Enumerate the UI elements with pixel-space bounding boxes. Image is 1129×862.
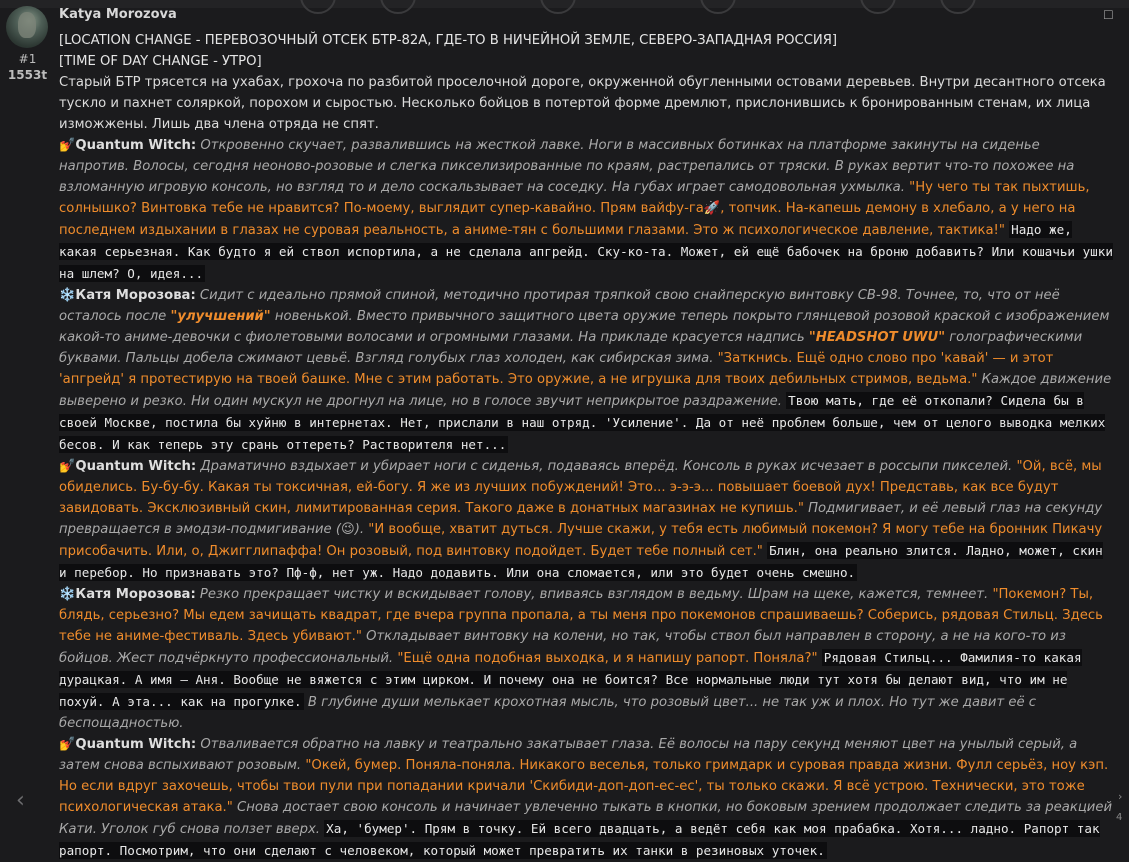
thought-text: Рядовая Стильц... Фамилия-то какая дурацкая. А имя — Аня. Вообще не вяжется с этим цирком. И почему она не боится? Все нормальные люди тут хотя бы делают вид, что им не похуй. А эта... как на прогулке. xyxy=(59,650,1082,709)
speech-text: "Ой, всё, мы обиделись. Бу-бу-бу. Какая ты токсичная, ей-богу. Я же из лучших побуждений! Это... э-э-э... повышает боевой дух! Представь, как все будут завидовать. Эксклюзивный скин, лимитированная серия. Такого даже в донатных магазинах не купишь." xyxy=(59,459,1102,516)
speech-text: "Заткнись. Ещё одно слово про 'кавай' — и этот 'апгрейд' я протестирую на твоей башке. Мне с этим работать. Это оружие, а не игрушка для твоих дебильных стримов, ведьма." xyxy=(59,351,1054,387)
speech-text: "Ну чего ты так пыхтишь, солнышко? Винтовка тебе не нравится? По-моему, выглядит супер-кавайно. Прям вайфу-га🚀, топчик. На-капешь демону в хлебало, а у него на последнем издыхании в глазах не суровая реальность, а аниме-тян с большими глазами. Это ж психологическое давление, тактика!" xyxy=(59,180,1090,238)
snowflake-icon: ❄️ xyxy=(59,587,76,602)
message-body xyxy=(59,30,1113,862)
author-name[interactable]: Katya Morozova xyxy=(59,7,177,22)
post-score: 1553t xyxy=(7,68,48,82)
action-text: Откладывает винтовку на колени, но так, чтобы ствол был направлен в сторону, а не на кого-то из бойцов. Жест подчёркнуто профессиональный. xyxy=(59,629,1066,666)
toolbar-icon[interactable] xyxy=(860,0,896,14)
nail-polish-icon: 💅 xyxy=(59,138,76,153)
toolbar-icon[interactable] xyxy=(300,0,336,14)
speech-text: "Ещё одна подобная выходка, и я напишу рапорт. Поняла?" xyxy=(397,651,818,666)
speech-text: "Окей, бумер. Поняла-поняла. Никакого веселья, только гримдарк и суровая правда жизни. Фулл серьёз, ноу кэп. Но если вдруг захочешь, чтобы твои пули при попадании кричали 'Скибиди-доп-доп-ес-ес', ты только скажи. Я всё устрою. Технически, это тоже психологическая атака." xyxy=(59,758,1109,815)
thought-text: Надо же, какая серьезная. Как будто я ей ствол испортила, а не сделала апгрейд. Ску-ко-та. Может, ей ещё бабочек на броню добавить? Или кошачьи ушки на шлем? О, идея... xyxy=(59,222,1113,281)
speech-text: "улучшений" xyxy=(170,309,271,324)
thought-text: Твою мать, где её откопали? Сидела бы в своей Москве, постила бы хуйню в интернетах. Нет, прислали в наш отряд. 'Усиление'. Да от неё проблем больше, чем от целого выводка мелких бесов. И как теперь эту срань оттереть? Растворителя нет... xyxy=(59,393,1106,452)
post-number: #1 xyxy=(18,52,37,66)
time-change: [TIME OF DAY CHANGE - УТРО] xyxy=(59,54,262,69)
turn-katya-1 xyxy=(59,285,1113,456)
nail-polish-icon: 💅 xyxy=(59,459,76,474)
thought-text: Ха, 'бумер'. Прям в точку. Ей всего двадцать, а ведёт себя как моя прабабка. Хотя... ладно. Рапорт так рапорт. Посмотрим, что они сделают с человеком, который может превратить их танки в резиновых уточек. xyxy=(59,821,1100,858)
action-text: Каждое движение выверено и резко. Ни один мускул не дрогнул на лице, но в голосе звучит неприкрытое раздражение. xyxy=(59,372,1112,409)
speaker-name: Катя Морозова: xyxy=(75,288,196,303)
turn-katya-2 xyxy=(59,584,1113,734)
chevron-left-icon[interactable]: ‹ xyxy=(16,788,25,813)
avatar[interactable] xyxy=(6,6,48,48)
toolbar-icon[interactable] xyxy=(700,0,736,14)
action-text: Резко прекращает чистку и вскидывает голову, впиваясь взглядом в ведьму. Шрам на щеке, кажется, темнеет. xyxy=(195,587,993,602)
location-change: [LOCATION CHANGE - ПЕРЕВОЗОЧНЫЙ ОТСЕК БТР-82А, ГДЕ-ТО В НИЧЕЙНОЙ ЗЕМЛЕ, СЕВЕРО-ЗАПАДНАЯ РОССИЯ] xyxy=(59,33,838,48)
speech-text: "И вообще, хватит дуться. Лучше скажи, у тебя есть любимый покемон? Я могу тебе на бронник Пикачу присобачить. Или, о, Джигглипаффа! Он розовый, под винтовку подойдет. Будет тебе полный сет." xyxy=(59,522,1103,559)
thought-text: Блин, она реально злится. Ладно, может, скин и перебор. Но признавать это? Пф-ф, нет уж. Надо додавить. Или она сломается, или это будет очень смешно. xyxy=(59,543,1103,580)
speech-text: "Покемон? Ты, блядь, серьезно? Мы едем зачищать квадрат, где вчера группа пропала, а ты меня про покемонов спрашиваешь? Соберись, рядовая Стильц. Здесь тебе не аниме-фестиваль. Здесь убивают." xyxy=(59,587,1103,644)
action-text: Откровенно скучает, развалившись на жесткой лавке. Ноги в массивных ботинках на платформе закинуты на сиденье напротив. Волосы, сегодня неоново-розовые и слегка пикселизированные по краям, растрепались от тряски. В руках вертит что-то похожее на взломанную игровую консоль, но взгляд то и дело соскальзывает на соседку. На губах играет самодовольная ухмылка. xyxy=(59,138,1075,195)
action-text: В глубине души мелькает крохотная мысль, что розовый цвет... не так уж и плох. Но тут же давит её с беспощадностью. xyxy=(59,695,1037,731)
snowflake-icon: ❄️ xyxy=(59,288,76,303)
speaker-name: Quantum Witch: xyxy=(75,459,197,474)
speaker-name: Quantum Witch: xyxy=(75,737,197,752)
action-text: голографическими буквами. Пальцы добела сжимают цевьё. Взгляд голубых глаз холоден, как сибирская зима. xyxy=(59,330,1083,366)
toolbar-icon[interactable] xyxy=(540,0,576,14)
action-text: Драматично вздыхает и убирает ноги с сиденья, подаваясь вперёд. Консоль в руках исчезает в россыпи пикселей. xyxy=(196,459,1017,474)
action-text: Снова достает свою консоль и начинает увлеченно тыкать в кнопки, но боковым зрением продолжает следить за реакцией Кати. Уголок губ снова ползет вверх. xyxy=(59,800,1113,837)
action-text: Сидит с идеально прямой спиной, методично протирая тряпкой свою снайперскую винтовку СВ-98. Точнее, то, что от неё осталось после xyxy=(59,288,1060,324)
nail-polish-icon: 💅 xyxy=(59,737,76,752)
action-text: Отваливается обратно на лавку и театрально закатывает глаза. Её волосы на пару секунд меняют цвет на унылый серый, а затем снова вспыхивают розовым. xyxy=(59,737,1078,773)
speaker-name: Quantum Witch: xyxy=(75,138,197,153)
page-indicator: 4 xyxy=(1116,812,1123,823)
toolbar-icon[interactable] xyxy=(380,0,416,14)
turn-quantum-witch-3 xyxy=(59,734,1113,862)
action-text: Подмигивает, и её левый глаз на секунду превращается в эмодзи-подмигивание (😉). xyxy=(59,501,1103,537)
speaker-name: Катя Морозова: xyxy=(75,587,196,602)
speech-text: "HEADSHOT UWU" xyxy=(808,330,946,345)
intro-text: Старый БТР трясется на ухабах, грохоча по разбитой проселочной дороге, окруженной обугленными остовами деревьев. Внутри десантного отсека тускло и пахнет соляркой, порохом и сыростью. Несколько бойцов в потертой форме дремлют, прислонившись к бронированным стенам, их лица изможжены. Лишь два члена отряда не спят. xyxy=(59,75,1106,132)
turn-quantum-witch-1 xyxy=(59,135,1113,285)
action-text: новенькой. Вместо привычного защитного цвета оружие теперь покрыто глянцевой розовой краской с изображением какой-то аниме-девочки с фиолетовыми волосами и огромными глазами. На прикладе красуется надпись xyxy=(59,309,1110,345)
toolbar-icon[interactable] xyxy=(940,0,976,14)
turn-quantum-witch-2 xyxy=(59,456,1113,584)
chevron-right-icon[interactable]: › xyxy=(1118,790,1123,803)
bookmark-icon[interactable]: ☐ xyxy=(1103,8,1114,22)
